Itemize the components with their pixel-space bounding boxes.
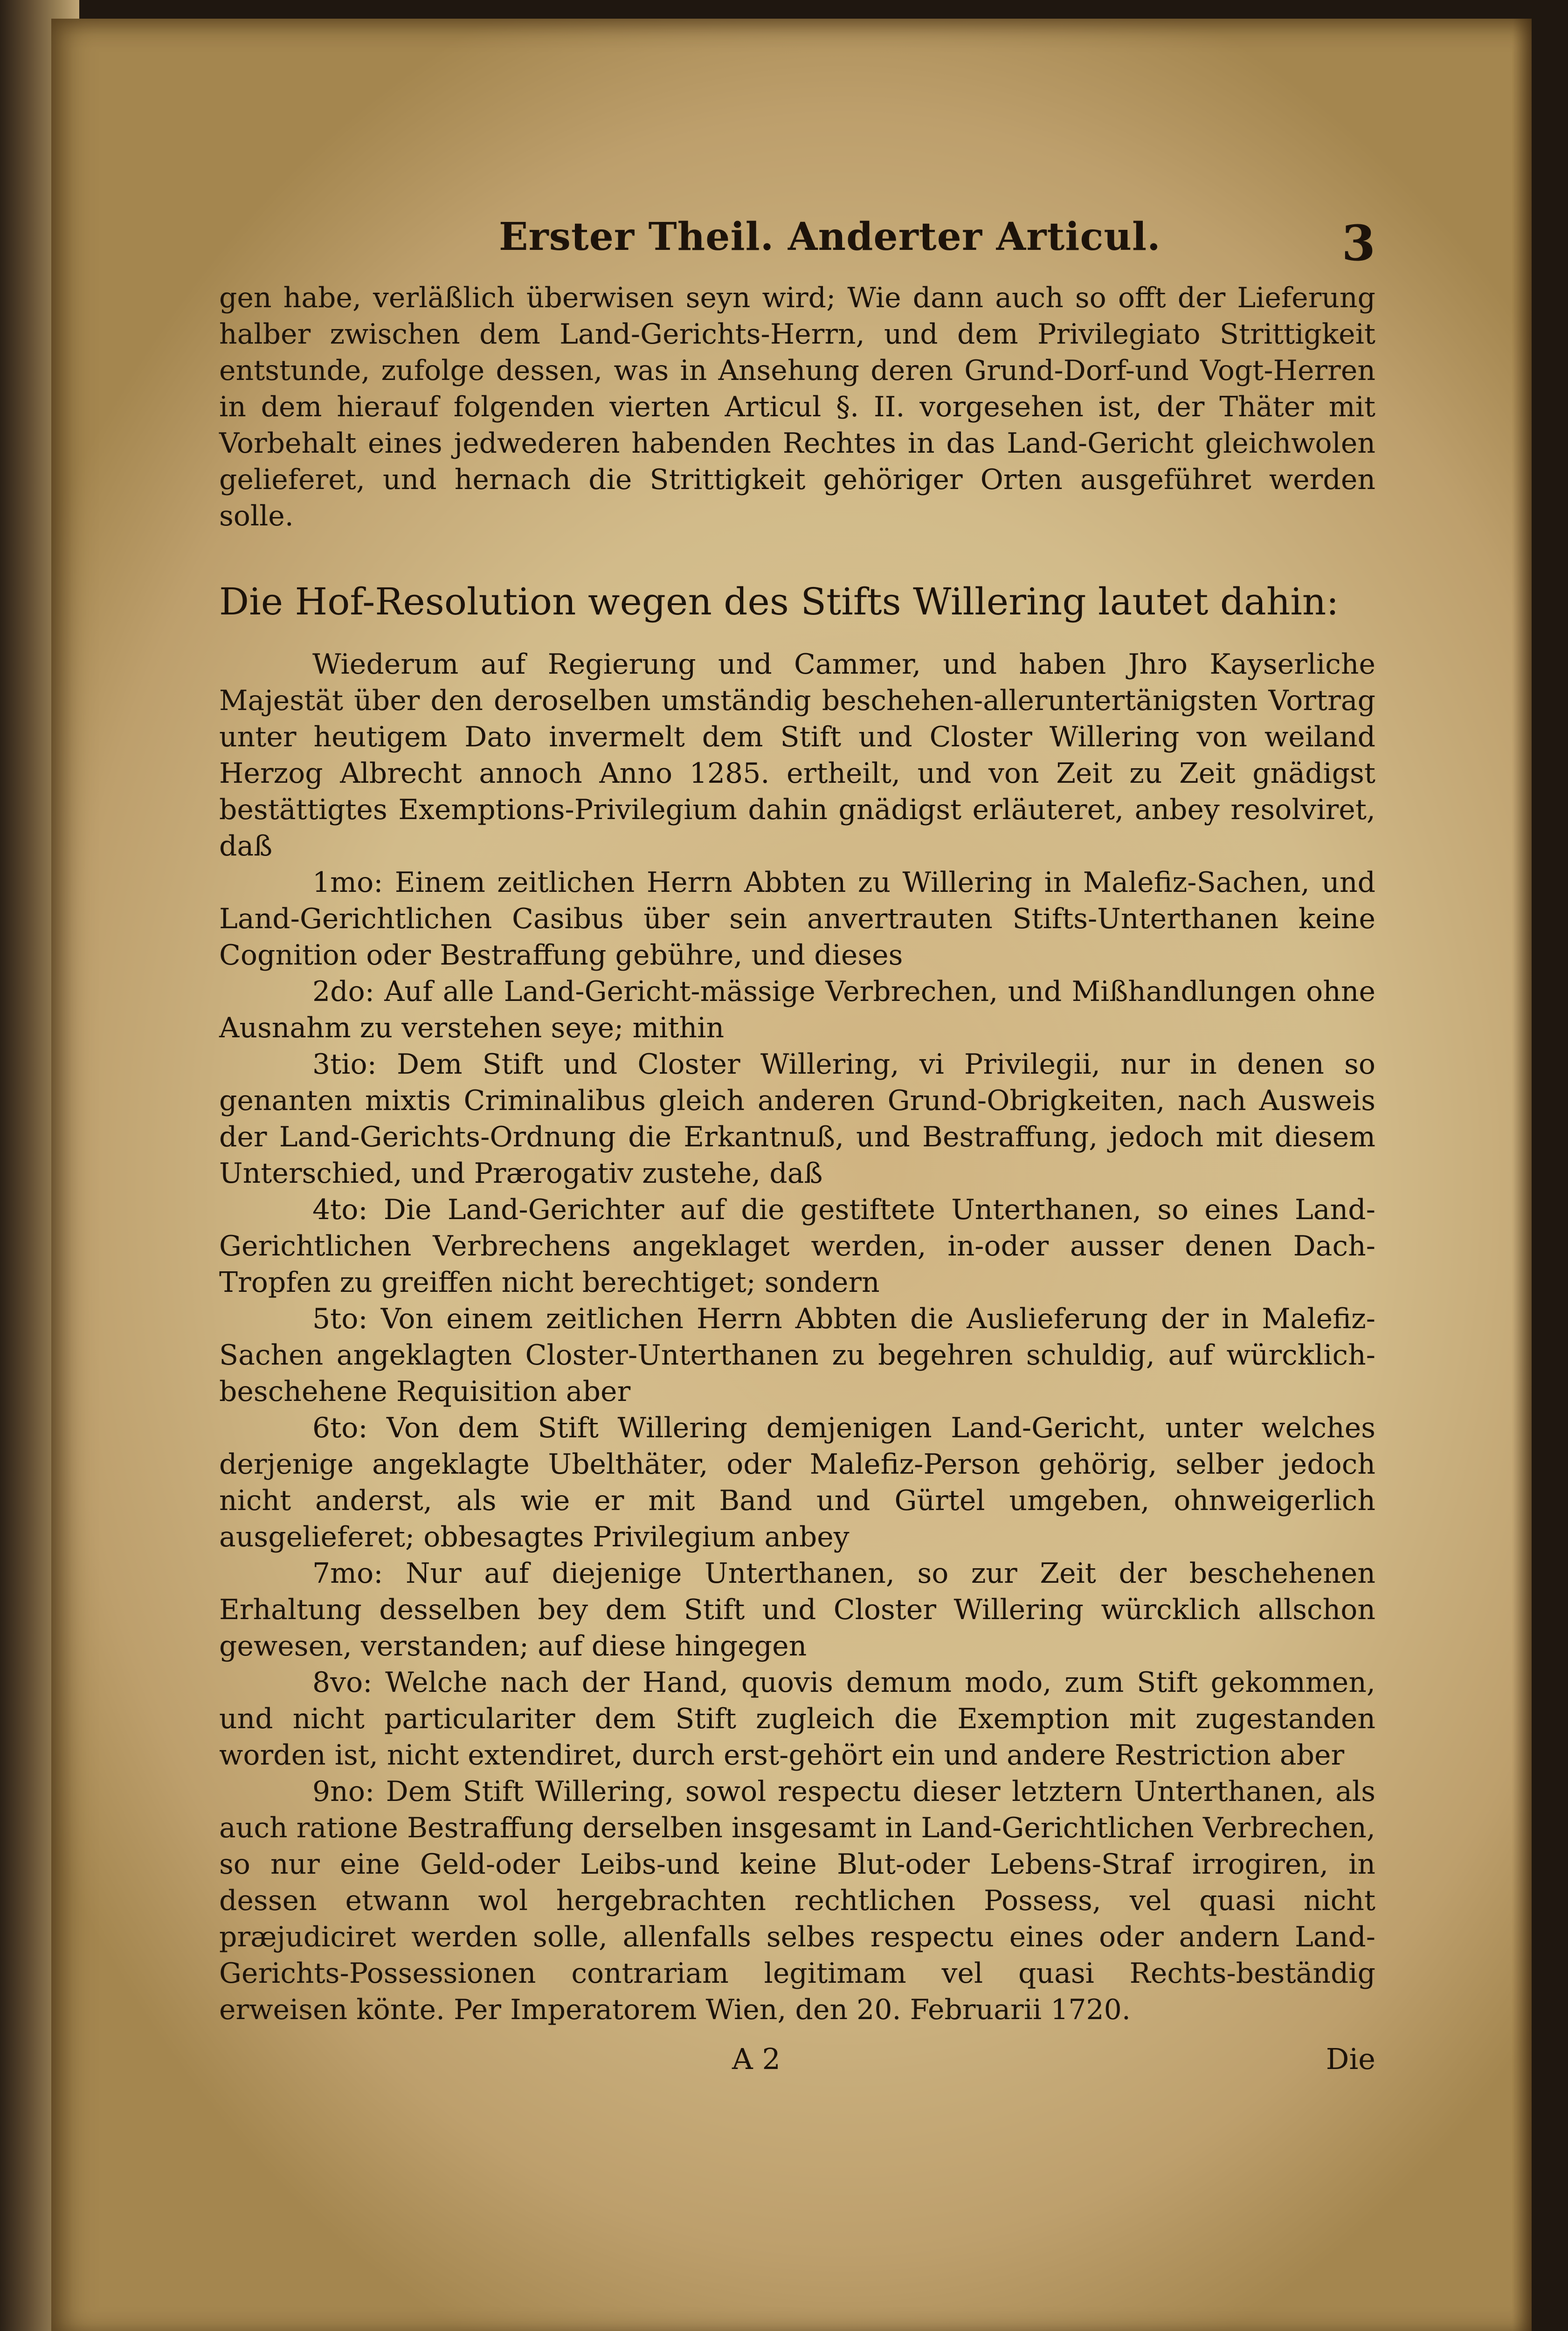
resolution-intro: Wiederum auf Regierung und Cammer, und haben Jhro Kayserliche Majestät über den deroselben umständig beschehen-alleruntertänigsten Vortrag unter heutigem Dato invermelt dem Stift und Closter Willering von weiland Herzog Albrecht annoch Anno 1285. ertheilt, und von Zeit zu Zeit gnädigst bestättigtes Exemptions-Privilegium dahin gnädigst erläuteret, anbey resolviret, daß	[219, 648, 1375, 862]
resolution-item-2: 2do: Auf alle Land-Gericht-mässige Verbrechen, und Mißhandlungen ohne Ausnahm zu verstehen seye; mithin	[219, 975, 1375, 1044]
resolution-item-6: 6to: Von dem Stift Willering demjenigen Land-Gericht, unter welches derjenige angeklagte Ubelthäter, oder Malefiz-Person gehörig, selber jedoch nicht anderst, als wie er mit Band und Gürtel umgeben, ohnweigerlich ausgelieferet; obbesagtes Privilegium anbey	[219, 1412, 1375, 1553]
section-heading: Die Hof-Resolution wegen des Stifts Willering lautet dahin:	[219, 580, 1339, 623]
resolution-item-4: 4to: Die Land-Gerichter auf die gestiftete Unterthanen, so eines Land-Gerichtlichen Verbrechens angeklaget werden, in-oder ausser denen Dach-Tropfen zu greiffen nicht berechtiget; sondern	[219, 1193, 1375, 1299]
page-header	[219, 214, 1375, 275]
book-page	[51, 19, 1532, 2331]
resolution-item-9: 9no: Dem Stift Willering, sowol respectu dieser letztern Unterthanen, als auch ratione Bestraffung derselben insgesamt in Land-Gerichtlichen Verbrechen, so nur eine Geld-oder Leibs-und keine Blut-oder Lebens-Straf irrogiren, in dessen etwann wol hergebrachten rechtlichen Possess, vel quasi nicht præjudiciret werden solle, allenfalls selbes respectu eines oder andern Land-Gerichts-Possessionen contrariam legitimam vel quasi Rechts-beständig erweisen könte. Per Imperatorem Wien, den 20. Februarii 1720.	[219, 1775, 1375, 2026]
page-footer	[219, 2037, 1375, 2079]
resolution-item-3: 3tio: Dem Stift und Closter Willering, vi Privilegii, nur in denen so genanten mixtis Criminalibus gleich anderen Grund-Obrigkeiten, nach Ausweis der Land-Gerichts-Ordnung die Erkantnuß, und Bestraffung, jedoch mit diesem Unterschied, und Prærogativ zustehe, daß	[219, 1048, 1375, 1190]
page-content	[219, 214, 1375, 2079]
running-title: Erster Theil. Anderter Articul.	[499, 214, 1161, 259]
catchword: Die	[1326, 2042, 1375, 2076]
resolution-item-5: 5to: Von einem zeitlichen Herrn Abbten die Auslieferung der in Malefiz-Sachen angeklagten Closter-Unterthanen zu begehren schuldig, auf würcklich-beschehene Requisition aber	[219, 1303, 1375, 1408]
resolution-item-8: 8vo: Welche nach der Hand, quovis demum modo, zum Stift gekommen, und nicht particulariter dem Stift zugleich die Exemption mit zugestanden worden ist, nicht extendiret, durch erst-gehört ein und andere Restriction aber	[219, 1666, 1375, 1772]
page-number: 3	[1341, 214, 1375, 272]
intro-paragraph: gen habe, verläßlich überwisen seyn wird; Wie dann auch so offt der Lieferung halber zwischen dem Land-Gerichts-Herrn, und dem Privilegiato Strittigkeit entstunde, zufolge dessen, was in Ansehung deren Grund-Dorf-und Vogt-Herren in dem hierauf folgenden vierten Articul §. II. vorgesehen ist, der Thäter mit Vorbehalt eines jedwederen habenden Rechtes in das Land-Gericht gleichwolen gelieferet, und hernach die Strittigkeit gehöriger Orten ausgeführet werden solle.	[219, 282, 1375, 532]
page-edge-shadow	[1513, 19, 1532, 2331]
signature-mark: A 2	[732, 2042, 781, 2076]
resolution-item-7: 7mo: Nur auf diejenige Unterthanen, so zur Zeit der beschehenen Erhaltung desselben bey dem Stift und Closter Willering würcklich allschon gewesen, verstanden; auf diese hingegen	[219, 1557, 1375, 1662]
resolution-item-1: 1mo: Einem zeitlichen Herrn Abbten zu Willering in Malefiz-Sachen, und Land-Gerichtlichen Casibus über sein anvertrauten Stifts-Unterthanen keine Cognition oder Bestraffung gebühre, und dieses	[219, 866, 1375, 972]
